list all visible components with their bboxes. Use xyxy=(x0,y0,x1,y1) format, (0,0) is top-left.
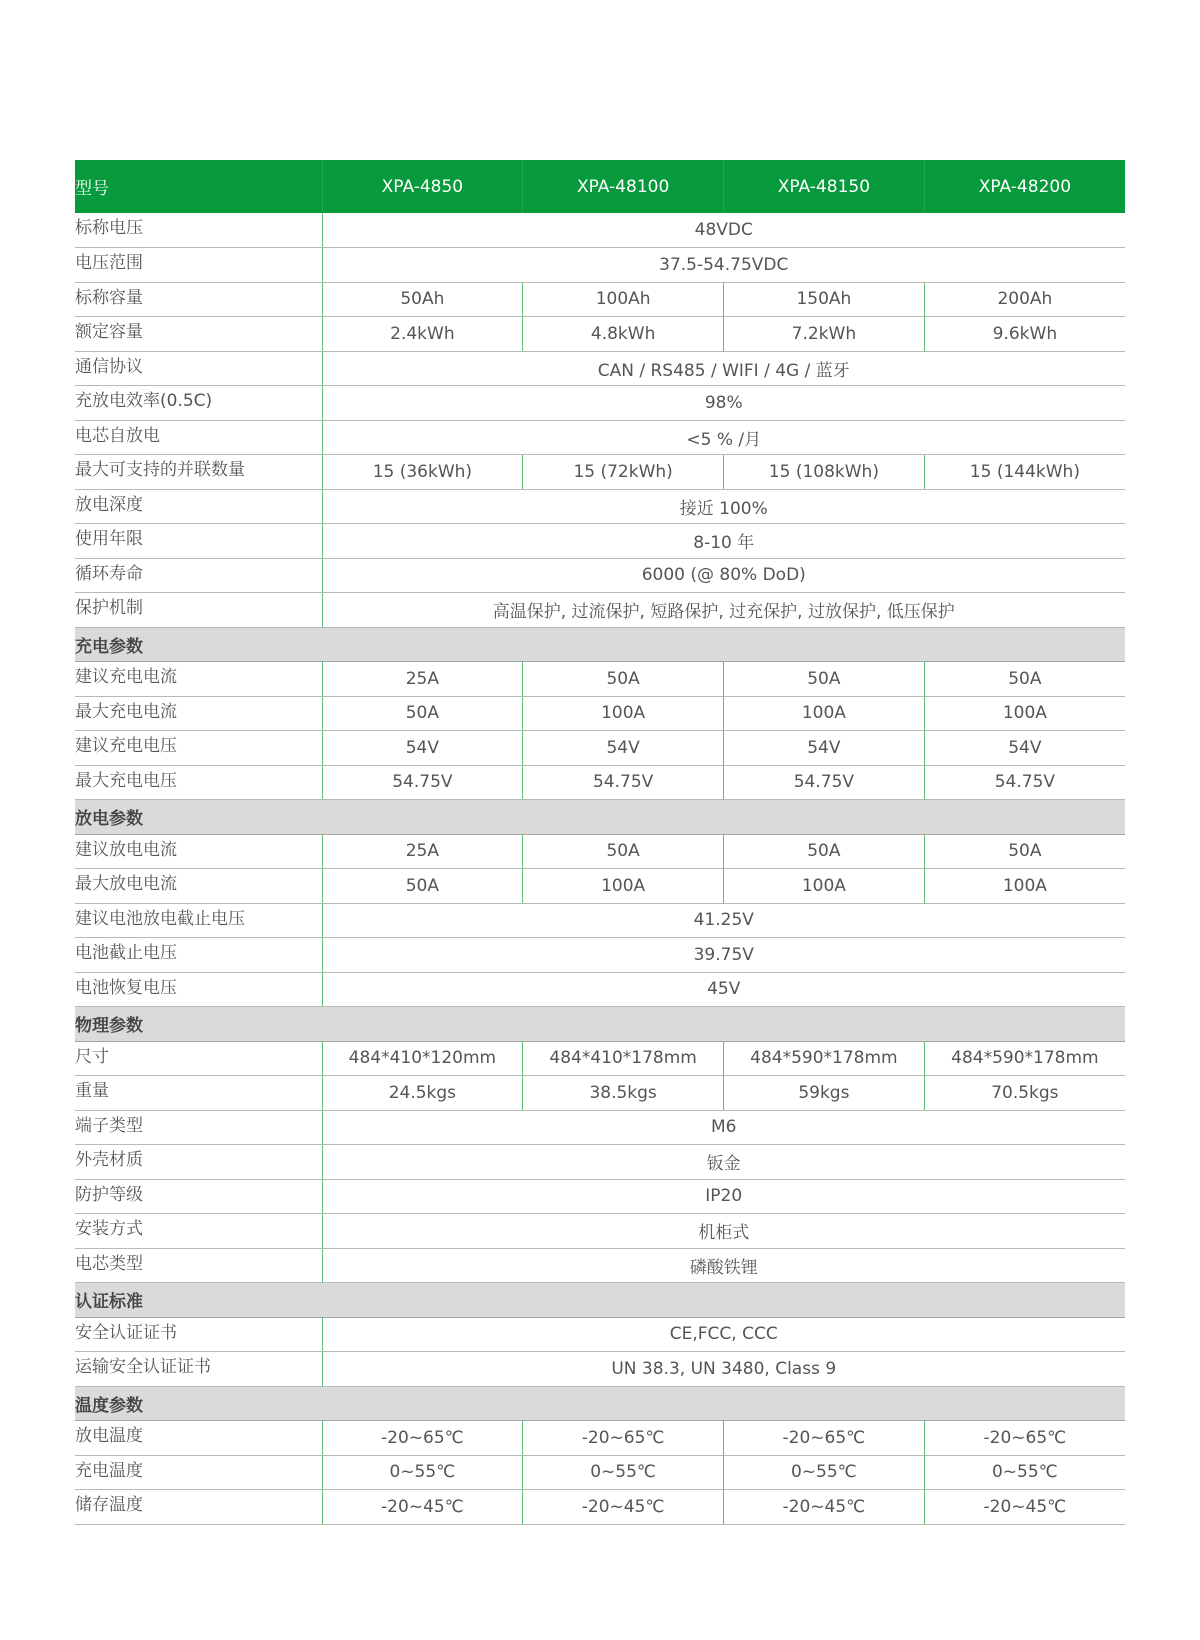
spec-value: 54V xyxy=(724,731,925,766)
spec-row xyxy=(75,1317,1125,1352)
model-header: XPA-4850 xyxy=(322,160,523,213)
spec-row xyxy=(75,248,1125,283)
spec-label: 建议充电电流 xyxy=(75,662,322,697)
spec-value: 磷酸铁锂 xyxy=(322,1248,1125,1283)
spec-row xyxy=(75,834,1125,869)
model-header: XPA-48150 xyxy=(724,160,925,213)
spec-label: 端子类型 xyxy=(75,1110,322,1145)
spec-label: 保护机制 xyxy=(75,593,322,628)
section-header-row xyxy=(75,1007,1125,1042)
spec-value: 50A xyxy=(924,662,1125,697)
spec-value: 100A xyxy=(724,869,925,904)
spec-value: 0~55℃ xyxy=(924,1455,1125,1490)
section-header-row xyxy=(75,1283,1125,1318)
spec-label: 通信协议 xyxy=(75,351,322,386)
spec-value: 484*410*178mm xyxy=(523,1041,724,1076)
spec-value: 54V xyxy=(924,731,1125,766)
spec-value: 2.4kWh xyxy=(322,317,523,352)
spec-value: 484*590*178mm xyxy=(724,1041,925,1076)
spec-value: -20~45℃ xyxy=(724,1490,925,1525)
spec-label: 充电温度 xyxy=(75,1455,322,1490)
spec-value: -20~45℃ xyxy=(924,1490,1125,1525)
spec-row xyxy=(75,731,1125,766)
spec-row xyxy=(75,1248,1125,1283)
spec-label: 运输安全认证证书 xyxy=(75,1352,322,1387)
spec-row xyxy=(75,1352,1125,1387)
spec-value: 54V xyxy=(322,731,523,766)
spec-label: 尺寸 xyxy=(75,1041,322,1076)
model-header: XPA-48200 xyxy=(924,160,1125,213)
spec-label: 最大充电电压 xyxy=(75,765,322,800)
spec-value: 0~55℃ xyxy=(724,1455,925,1490)
spec-value: 6000 (@ 80% DoD) xyxy=(322,558,1125,593)
spec-label: 充放电效率(0.5C) xyxy=(75,386,322,421)
spec-label: 重量 xyxy=(75,1076,322,1111)
spec-value: 45V xyxy=(322,972,1125,1007)
model-header: XPA-48100 xyxy=(523,160,724,213)
spec-label: 建议放电电流 xyxy=(75,834,322,869)
spec-value: 54.75V xyxy=(322,765,523,800)
spec-value: 24.5kgs xyxy=(322,1076,523,1111)
spec-row xyxy=(75,1179,1125,1214)
spec-value: -20~65℃ xyxy=(724,1421,925,1456)
spec-value: 100A xyxy=(523,869,724,904)
spec-label: 标称容量 xyxy=(75,282,322,317)
spec-row xyxy=(75,903,1125,938)
spec-value: 98% xyxy=(322,386,1125,421)
spec-row xyxy=(75,282,1125,317)
spec-value: 7.2kWh xyxy=(724,317,925,352)
section-title: 放电参数 xyxy=(75,800,1125,835)
spec-label: 建议充电电压 xyxy=(75,731,322,766)
spec-value: 200Ah xyxy=(924,282,1125,317)
spec-label: 防护等级 xyxy=(75,1179,322,1214)
spec-row xyxy=(75,489,1125,524)
spec-label: 电芯类型 xyxy=(75,1248,322,1283)
spec-label: 使用年限 xyxy=(75,524,322,559)
spec-value: 48VDC xyxy=(322,213,1125,248)
spec-value: UN 38.3, UN 3480, Class 9 xyxy=(322,1352,1125,1387)
spec-row xyxy=(75,455,1125,490)
spec-row xyxy=(75,593,1125,628)
spec-row xyxy=(75,765,1125,800)
spec-value: 25A xyxy=(322,834,523,869)
spec-value: 38.5kgs xyxy=(523,1076,724,1111)
spec-label: 循环寿命 xyxy=(75,558,322,593)
spec-row xyxy=(75,1455,1125,1490)
spec-label: 建议电池放电截止电压 xyxy=(75,903,322,938)
spec-value: 接近 100% xyxy=(322,489,1125,524)
spec-row xyxy=(75,524,1125,559)
spec-label: 电压范围 xyxy=(75,248,322,283)
spec-row xyxy=(75,1076,1125,1111)
spec-row xyxy=(75,1041,1125,1076)
header-row xyxy=(75,160,1125,213)
spec-value: 100A xyxy=(924,696,1125,731)
spec-value: 50A xyxy=(322,869,523,904)
spec-label: 最大放电电流 xyxy=(75,869,322,904)
spec-table xyxy=(75,160,1125,1525)
spec-value: <5 % /月 xyxy=(322,420,1125,455)
spec-value: 50A xyxy=(322,696,523,731)
spec-label: 安全认证证书 xyxy=(75,1317,322,1352)
spec-value: 机柜式 xyxy=(322,1214,1125,1249)
spec-value: 100A xyxy=(924,869,1125,904)
spec-row xyxy=(75,1145,1125,1180)
section-header-row xyxy=(75,627,1125,662)
spec-label: 放电温度 xyxy=(75,1421,322,1456)
section-title: 充电参数 xyxy=(75,627,1125,662)
spec-label: 放电深度 xyxy=(75,489,322,524)
spec-value: 15 (72kWh) xyxy=(523,455,724,490)
spec-value: 15 (144kWh) xyxy=(924,455,1125,490)
spec-value: 50A xyxy=(724,834,925,869)
spec-body xyxy=(75,213,1125,1524)
spec-value: 39.75V xyxy=(322,938,1125,973)
spec-label: 最大可支持的并联数量 xyxy=(75,455,322,490)
spec-value: 4.8kWh xyxy=(523,317,724,352)
spec-value: -20~45℃ xyxy=(322,1490,523,1525)
spec-value: -20~65℃ xyxy=(523,1421,724,1456)
spec-value: 8-10 年 xyxy=(322,524,1125,559)
spec-value: 15 (108kWh) xyxy=(724,455,925,490)
spec-row xyxy=(75,317,1125,352)
section-title: 温度参数 xyxy=(75,1386,1125,1421)
spec-value: -20~45℃ xyxy=(523,1490,724,1525)
spec-row xyxy=(75,662,1125,697)
spec-value: 9.6kWh xyxy=(924,317,1125,352)
spec-value: 54.75V xyxy=(724,765,925,800)
spec-row xyxy=(75,869,1125,904)
spec-row xyxy=(75,1421,1125,1456)
spec-label: 电池截止电压 xyxy=(75,938,322,973)
spec-label: 电池恢复电压 xyxy=(75,972,322,1007)
spec-value: 37.5-54.75VDC xyxy=(322,248,1125,283)
spec-value: 50A xyxy=(924,834,1125,869)
section-title: 认证标准 xyxy=(75,1283,1125,1318)
spec-value: 484*590*178mm xyxy=(924,1041,1125,1076)
spec-value: 0~55℃ xyxy=(322,1455,523,1490)
spec-value: 50Ah xyxy=(322,282,523,317)
spec-value: 70.5kgs xyxy=(924,1076,1125,1111)
section-title: 物理参数 xyxy=(75,1007,1125,1042)
spec-row xyxy=(75,1214,1125,1249)
spec-value: 0~55℃ xyxy=(523,1455,724,1490)
spec-value: 484*410*120mm xyxy=(322,1041,523,1076)
spec-row xyxy=(75,938,1125,973)
spec-label: 安装方式 xyxy=(75,1214,322,1249)
header-label: 型号 xyxy=(75,160,322,213)
spec-label: 外壳材质 xyxy=(75,1145,322,1180)
spec-value: 钣金 xyxy=(322,1145,1125,1180)
spec-value: 100A xyxy=(523,696,724,731)
spec-label: 额定容量 xyxy=(75,317,322,352)
spec-value: 150Ah xyxy=(724,282,925,317)
spec-value: 54.75V xyxy=(924,765,1125,800)
spec-row xyxy=(75,351,1125,386)
spec-value: 50A xyxy=(523,834,724,869)
spec-value: -20~65℃ xyxy=(322,1421,523,1456)
spec-value: 50A xyxy=(724,662,925,697)
spec-row xyxy=(75,1110,1125,1145)
spec-value: 100Ah xyxy=(523,282,724,317)
spec-value: 54V xyxy=(523,731,724,766)
spec-value: M6 xyxy=(322,1110,1125,1145)
spec-value: IP20 xyxy=(322,1179,1125,1214)
section-header-row xyxy=(75,800,1125,835)
spec-value: CE,FCC, CCC xyxy=(322,1317,1125,1352)
spec-row xyxy=(75,696,1125,731)
spec-value: 25A xyxy=(322,662,523,697)
spec-value: 高温保护, 过流保护, 短路保护, 过充保护, 过放保护, 低压保护 xyxy=(322,593,1125,628)
spec-value: 59kgs xyxy=(724,1076,925,1111)
spec-row xyxy=(75,558,1125,593)
spec-value: 50A xyxy=(523,662,724,697)
spec-value: 15 (36kWh) xyxy=(322,455,523,490)
spec-label: 标称电压 xyxy=(75,213,322,248)
spec-value: CAN / RS485 / WIFI / 4G / 蓝牙 xyxy=(322,351,1125,386)
spec-row xyxy=(75,420,1125,455)
spec-value: 54.75V xyxy=(523,765,724,800)
spec-value: 41.25V xyxy=(322,903,1125,938)
spec-row xyxy=(75,213,1125,248)
spec-value: -20~65℃ xyxy=(924,1421,1125,1456)
spec-label: 储存温度 xyxy=(75,1490,322,1525)
section-header-row xyxy=(75,1386,1125,1421)
spec-row xyxy=(75,972,1125,1007)
spec-value: 100A xyxy=(724,696,925,731)
spec-row xyxy=(75,1490,1125,1525)
spec-label: 电芯自放电 xyxy=(75,420,322,455)
spec-row xyxy=(75,386,1125,421)
spec-label: 最大充电电流 xyxy=(75,696,322,731)
